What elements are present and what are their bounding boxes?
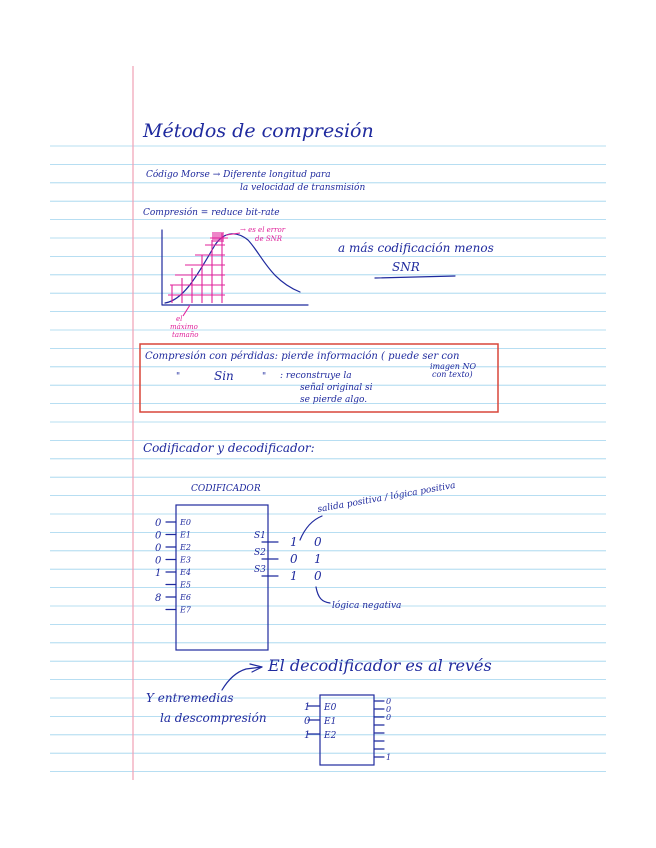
positive-value: 1 [290,569,298,583]
dec-output-value: 1 [386,753,392,762]
output-label: S1 [254,531,266,541]
codificador-outputs [254,531,322,583]
dec-input-label: E1 [324,717,337,727]
graph-axes [162,230,308,305]
pink-grid [168,232,228,303]
negative-value: 0 [314,569,322,583]
input-value: 0 [155,555,162,567]
input-label: E6 [180,593,191,602]
box-line-1: Compresión con pérdidas: pierde información ( puede ser con [145,351,460,362]
input-value: 0 [155,518,162,529]
error-label-1: → es el error [240,226,286,234]
output-label: S2 [254,548,266,558]
dec-output-value: 0 [386,705,392,714]
input-label: E1 [180,530,191,540]
input-label: E2 [180,543,191,552]
snr-underline [375,276,455,278]
positive-value: 1 [290,535,298,549]
box-line-1b: imagen NO [430,362,477,371]
graph-curve [165,234,300,303]
positive-value: 0 [290,552,298,566]
positive-label: salida positiva / lógica positiva [316,480,457,515]
dec-output-value: 0 [386,713,392,722]
input-label: E3 [180,555,191,565]
compresion-line: Compresión = reduce bit-rate [143,208,280,218]
input-value: 1 [155,568,162,579]
input-label: E4 [180,568,191,577]
morse-line-1: Código Morse → Diferente longitud para [146,170,331,180]
dec-input-value: 1 [304,702,311,713]
graph-note-2: SNR [392,260,420,274]
negative-label: lógica negativa [332,601,402,611]
box-line-2d: : reconstruye la [280,371,352,381]
box-line-2a: " [176,372,181,382]
bottom-label-3: tamaño [172,331,199,339]
graph-note-1: a más codificación menos [338,241,494,255]
dec-output-value: 0 [386,697,392,706]
negative-arrow [316,587,330,603]
bottom-label-2: máximo [170,323,198,331]
error-label-2: de SNR [255,235,283,243]
snr-graph [162,226,308,339]
decod-arrow-text: El decodificador es al revés [268,656,492,675]
dec-input-value: 0 [304,716,311,727]
input-value: 0 [155,530,162,542]
dec-input-label: E0 [324,703,337,713]
input-value: 8 [155,593,162,604]
codif-heading: Codificador y decodificador: [143,441,315,455]
input-value: 0 [155,543,162,554]
negative-value: 0 [314,535,322,549]
box-line-4: se pierde algo. [300,395,368,405]
decodificador-outputs [374,697,391,762]
box-line-2b: Sin [214,369,234,383]
morse-line-2: la velocidad de transmisión [240,183,366,193]
input-label: E7 [180,605,191,615]
box-line-1c: con texto) [432,370,473,379]
input-label: E0 [180,518,191,527]
dec-input-value: 1 [304,730,311,741]
decod-side-2: la descompresión [160,711,267,725]
bottom-arrow [183,305,190,316]
output-label: S3 [254,565,266,575]
decod-side-1: Y entremedias [146,691,234,705]
page-title: Métodos de compresión [143,120,374,142]
bottom-label-1: el [176,315,183,323]
box-line-2c: " [262,372,267,382]
box-line-3: señal original si [300,383,373,393]
input-label: E5 [180,580,191,590]
codificador-title: CODIFICADOR [191,484,261,494]
dec-input-label: E2 [324,731,337,741]
negative-value: 1 [314,552,322,566]
pink-highlight-cell [212,232,224,242]
